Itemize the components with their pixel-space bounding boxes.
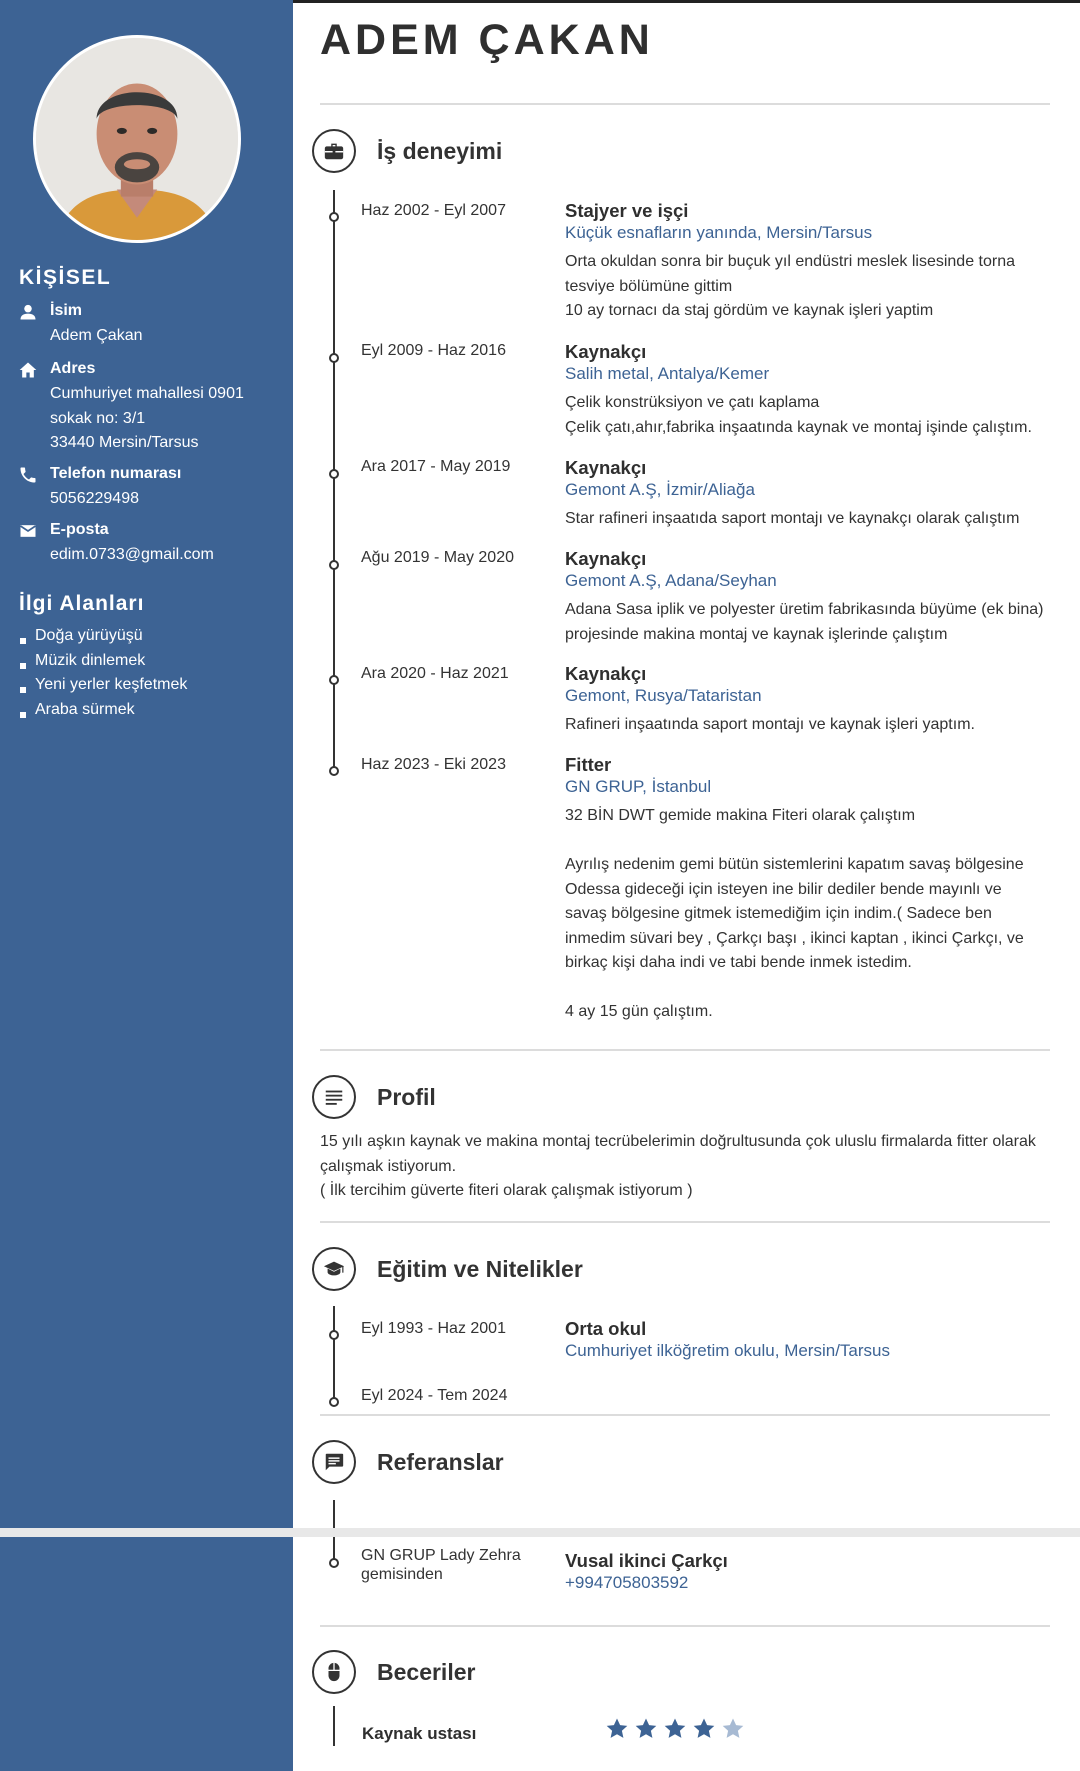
sidebar <box>0 0 293 1771</box>
email-value: edim.0733@gmail.com <box>50 546 214 563</box>
job-date: Ara 2017 - May 2019 <box>361 458 511 475</box>
timeline-dot <box>329 1558 339 1568</box>
interest-item: Araba sürmek <box>18 698 187 723</box>
phone-value: 5056229498 <box>50 490 139 507</box>
interest-item: Doğa yürüyüşü <box>18 624 187 649</box>
address-label: Adres <box>50 360 96 377</box>
skills-timeline <box>333 1706 335 1746</box>
job-description-line: Ayrılış nedenim gemi bütün sistemlerini kapatım savaş bölgesine Odessa gideceği için isteyen ine bilir dediler bende mayınlı ve savaş bölgesine gitmek istemediğim için indim.( Sadece ben inmedim süvari bey , Çarkçı başı , ikinci kaptan , ikinci Çarkçı, ve birkaç kişi daha indi ve tabi bende inmek istedim. <box>565 856 1024 971</box>
interests-list <box>18 624 187 722</box>
timeline-dot <box>329 560 339 570</box>
job-date: Ağu 2019 - May 2020 <box>361 549 514 566</box>
job-company: Gemont, Rusya/Tataristan <box>565 686 762 705</box>
divider <box>320 1625 1050 1627</box>
star-filled-icon <box>663 1717 687 1741</box>
job-company: Gemont A.Ş, İzmir/Aliağa <box>565 480 755 499</box>
star-filled-icon <box>692 1717 716 1741</box>
briefcase-icon <box>323 140 345 162</box>
timeline-dot <box>329 469 339 479</box>
job-description <box>565 391 1045 440</box>
personal-heading: KİŞİSEL <box>19 266 112 289</box>
job-title: Kaynakçı <box>565 663 647 684</box>
name-value: Adem Çakan <box>50 327 143 344</box>
experience-title: İş deneyimi <box>377 138 503 164</box>
job-entry <box>565 754 1045 1025</box>
job-description-line: Çelik çatı,ahır,fabrika inşaatında kaynak ve montaj işinde çalıştım. <box>565 418 1032 436</box>
mouse-icon <box>323 1661 345 1683</box>
skill-name: Kaynak ustası <box>362 1724 477 1743</box>
education-section-icon <box>312 1247 356 1291</box>
profile-line: ( İlk tercihim güverte fiteri olarak çalışmak istiyorum ) <box>320 1182 693 1199</box>
job-description-line: Adana Sasa iplik ve polyester üretim fabrikasında büyüme (ek bina) projesinde makina montaj ve kaynak işlerinde çalıştım <box>565 601 1044 643</box>
star-filled-icon <box>634 1717 658 1741</box>
job-description <box>565 507 1045 532</box>
job-entry <box>565 548 1045 647</box>
job-description-line <box>565 829 1045 854</box>
job-date: Haz 2002 - Eyl 2007 <box>361 202 506 219</box>
education-entry <box>565 1318 1045 1362</box>
job-title: Kaynakçı <box>565 457 647 478</box>
phone-label: Telefon numarası <box>50 465 182 482</box>
skills-section-icon <box>312 1650 356 1694</box>
job-title: Stajyer ve işçi <box>565 200 689 221</box>
job-description <box>565 250 1045 324</box>
candidate-name: ADEM ÇAKAN <box>320 16 654 64</box>
job-description-line: 32 BİN DWT gemide makina Fiteri olarak çalıştım <box>565 807 916 824</box>
email-icon <box>18 521 38 541</box>
job-entry <box>565 457 1045 532</box>
job-entry <box>565 200 1045 324</box>
timeline-dot <box>329 353 339 363</box>
education-date: Eyl 2024 - Tem 2024 <box>361 1387 508 1404</box>
profile-photo <box>33 35 241 243</box>
graduation-cap-icon <box>323 1258 345 1280</box>
profile-line: 15 yılı aşkın kaynak ve makina montaj tecrübelerimin doğrultusunda çok uluslu firmalarda fitter olarak çalışmak istiyorum. <box>320 1133 1036 1175</box>
timeline-dot <box>329 766 339 776</box>
interest-item: Yeni yerler keşfetmek <box>18 673 187 698</box>
job-company: Gemont A.Ş, Adana/Seyhan <box>565 571 777 590</box>
job-company: GN GRUP, İstanbul <box>565 777 712 796</box>
job-description-line: Star rafineri inşaatıda saport montajı ve kaynakçı olarak çalıştım <box>565 510 1020 527</box>
job-entry <box>565 341 1045 440</box>
timeline-dot <box>329 212 339 222</box>
references-title: Referanslar <box>377 1449 504 1475</box>
job-description-line: 4 ay 15 gün çalıştım. <box>565 1003 713 1020</box>
home-icon <box>18 360 38 380</box>
reference-context: GN GRUP Lady Zehra gemisinden <box>361 1547 521 1583</box>
job-description-line: Orta okuldan sonra bir buçuk yıl endüstri meslek lisesinde torna tesviye bölümüne gittim <box>565 253 1015 295</box>
skill-rating <box>605 1717 750 1746</box>
address-value: Cumhuriyet mahallesi 0901 sokak no: 3/1 33440 Mersin/Tarsus <box>50 385 244 451</box>
job-description <box>565 598 1045 647</box>
job-date: Ara 2020 - Haz 2021 <box>361 665 509 682</box>
phone-icon <box>18 465 38 485</box>
education-school: Cumhuriyet ilköğretim okulu, Mersin/Tarsus <box>565 1341 890 1360</box>
job-description <box>565 713 1045 738</box>
reference-phone[interactable]: +994705803592 <box>565 1573 689 1592</box>
email-label: E-posta <box>50 521 109 538</box>
divider <box>320 1221 1050 1223</box>
portrait-image <box>36 38 238 240</box>
job-description-line: Rafineri inşaatında saport montajı ve kaynak işleri yaptım. <box>565 716 975 733</box>
job-description <box>565 804 1045 1025</box>
star-filled-icon <box>605 1717 629 1741</box>
job-date: Eyl 2009 - Haz 2016 <box>361 342 506 359</box>
divider <box>320 1414 1050 1416</box>
references-timeline <box>333 1500 335 1528</box>
education-date: Eyl 1993 - Haz 2001 <box>361 1320 506 1337</box>
job-description-line: Çelik konstrüksiyon ve çatı kaplama <box>565 394 820 411</box>
timeline-dot <box>329 675 339 685</box>
interests-heading: İlgi Alanları <box>19 592 145 615</box>
profile-summary <box>320 1130 1040 1204</box>
divider <box>320 1049 1050 1051</box>
reference-entry <box>565 1550 1045 1594</box>
divider <box>320 103 1050 105</box>
profile-section-icon <box>312 1075 356 1119</box>
education-timeline <box>333 1306 335 1406</box>
job-title: Kaynakçı <box>565 341 647 362</box>
star-empty-icon <box>721 1717 745 1741</box>
education-title: Eğitim ve Nitelikler <box>377 1256 583 1282</box>
reference-name: Vusal ikinci Çarkçı <box>565 1550 728 1571</box>
profile-title: Profil <box>377 1084 436 1110</box>
references-section-icon <box>312 1440 356 1484</box>
speech-bubble-icon <box>323 1451 345 1473</box>
experience-section-icon <box>312 129 356 173</box>
timeline-dot <box>329 1330 339 1340</box>
job-company: Salih metal, Antalya/Kemer <box>565 364 770 383</box>
job-company: Küçük esnafların yanında, Mersin/Tarsus <box>565 223 873 242</box>
job-date: Haz 2023 - Eki 2023 <box>361 756 506 773</box>
job-description-line: 10 ay tornacı da staj gördüm ve kaynak işleri yaptim <box>565 302 934 319</box>
timeline-dot <box>329 1397 339 1407</box>
document-lines-icon <box>323 1086 345 1108</box>
name-label: İsim <box>50 302 83 319</box>
job-title: Kaynakçı <box>565 548 647 569</box>
person-icon <box>18 302 38 322</box>
page-break <box>0 1528 1080 1537</box>
education-title-text: Orta okul <box>565 1318 647 1339</box>
job-description-line <box>565 976 1045 1001</box>
job-title: Fitter <box>565 754 612 775</box>
interest-item: Müzik dinlemek <box>18 649 187 674</box>
skills-title: Beceriler <box>377 1659 476 1685</box>
job-entry <box>565 663 1045 738</box>
